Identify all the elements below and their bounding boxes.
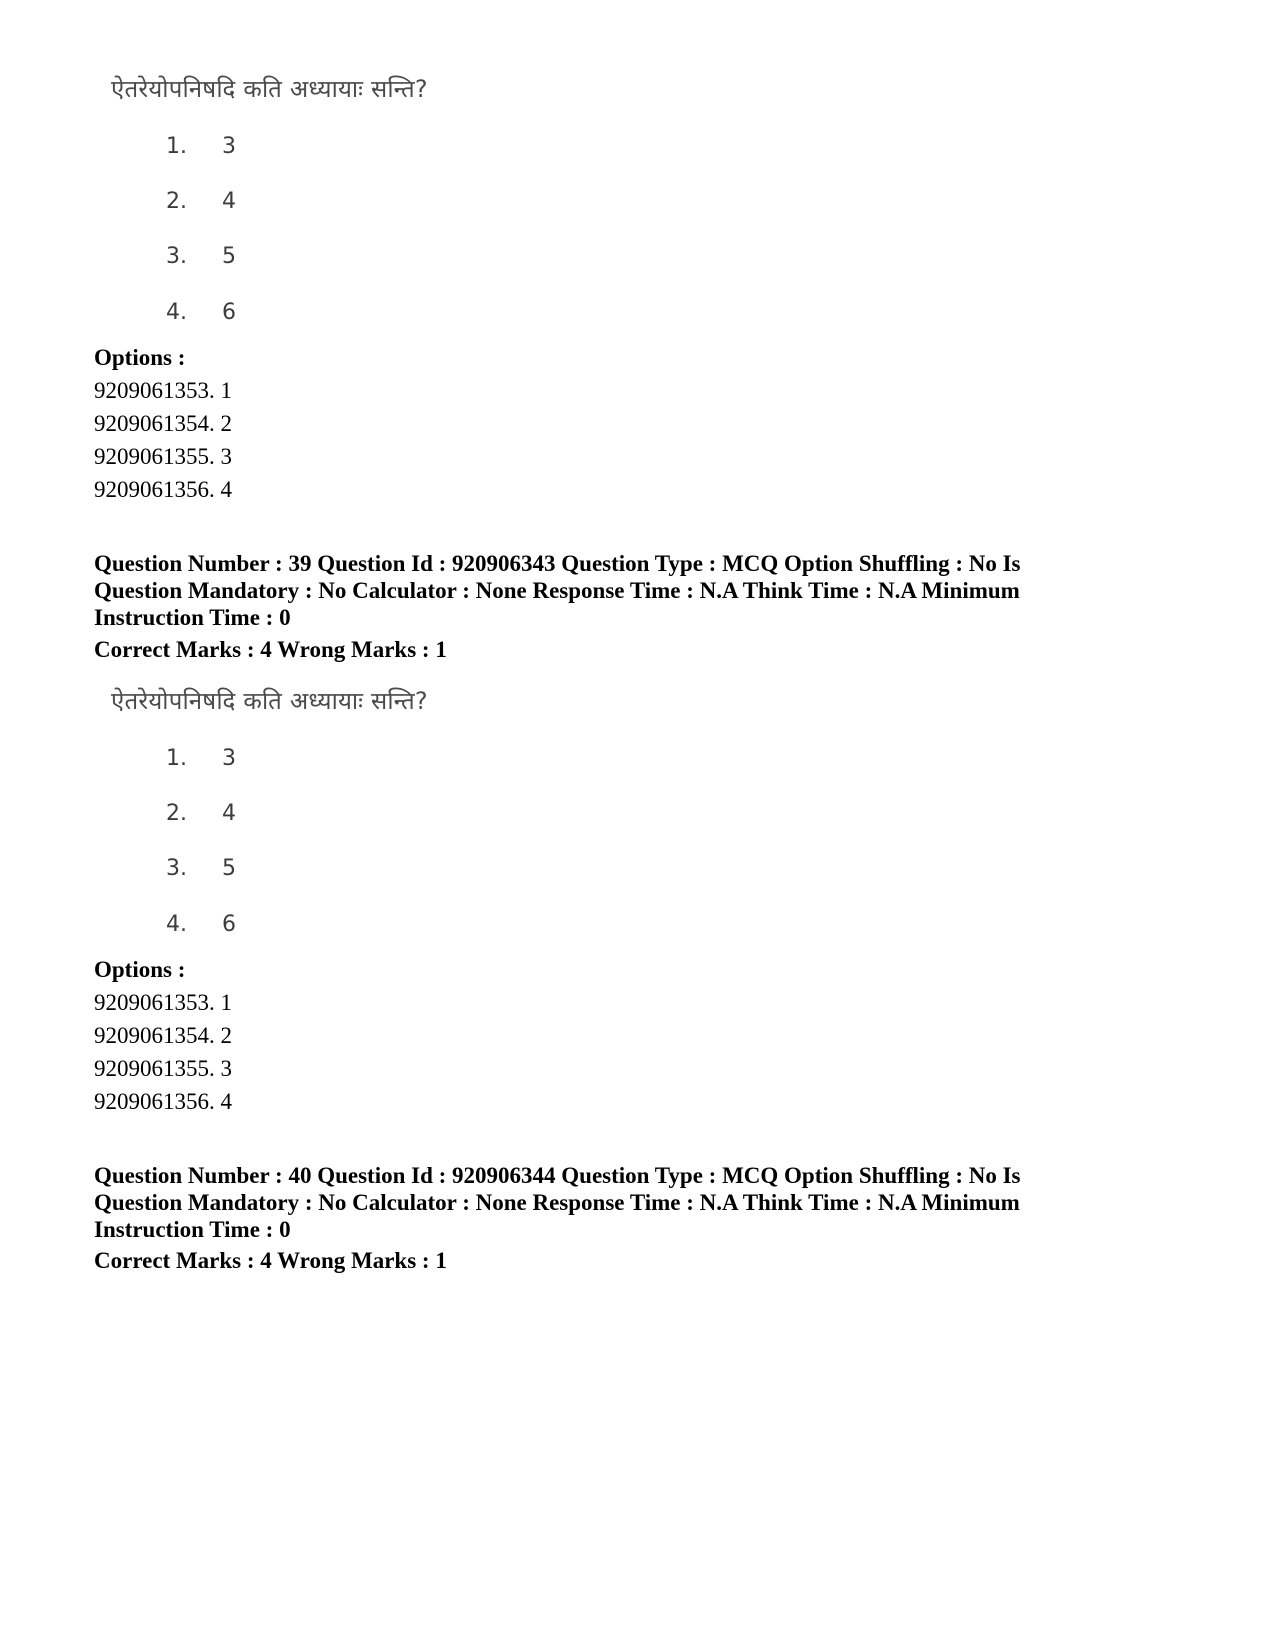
question-meta [94, 550, 1074, 631]
choice-value: 6 [222, 912, 236, 937]
option-line: 9209061356. 4 [94, 477, 232, 502]
choice-value: 5 [222, 856, 236, 881]
question-image [108, 684, 628, 964]
choice-item [166, 244, 236, 269]
choice-item [166, 134, 236, 159]
marks-line: Correct Marks : 4 Wrong Marks : 1 [94, 1248, 447, 1273]
choice-number: 1. [166, 746, 187, 771]
options-heading: Options : [94, 957, 186, 982]
option-line: 9209061354. 2 [94, 411, 232, 436]
option-line: 9209061355. 3 [94, 444, 232, 469]
question-text: ऐतरेयोपनिषदि कति अध्यायाः सन्ति? [111, 687, 428, 715]
question-text: ऐतरेयोपनिषदि कति अध्यायाः सन्ति? [111, 75, 428, 103]
option-line: 9209061353. 1 [94, 378, 232, 403]
option-line: 9209061356. 4 [94, 1089, 232, 1114]
choice-item [166, 912, 236, 937]
choice-value: 4 [222, 189, 236, 214]
choice-number: 2. [166, 189, 187, 214]
choice-value: 3 [222, 134, 236, 159]
choice-value: 3 [222, 746, 236, 771]
option-line: 9209061354. 2 [94, 1023, 232, 1048]
choice-item [166, 300, 236, 325]
choice-item [166, 189, 236, 214]
choice-value: 4 [222, 801, 236, 826]
question-meta-line: Instruction Time : 0 [94, 605, 291, 630]
choice-number: 4. [166, 912, 187, 937]
choice-value: 5 [222, 244, 236, 269]
question-image [108, 72, 628, 352]
question-meta-line: Question Number : 39 Question Id : 920906343 Question Type : MCQ Option Shuffling : No Is [94, 551, 1021, 576]
question-meta-line: Question Mandatory : No Calculator : None Response Time : N.A Think Time : N.A Minimum [94, 1190, 1020, 1215]
choice-number: 2. [166, 801, 187, 826]
choice-number: 1. [166, 134, 187, 159]
option-line: 9209061355. 3 [94, 1056, 232, 1081]
choice-number: 4. [166, 300, 187, 325]
question-meta [94, 1162, 1074, 1243]
question-meta-line: Question Mandatory : No Calculator : None Response Time : N.A Think Time : N.A Minimum [94, 578, 1020, 603]
question-meta-line: Question Number : 40 Question Id : 920906344 Question Type : MCQ Option Shuffling : No Is [94, 1163, 1021, 1188]
options-heading: Options : [94, 345, 186, 370]
choice-item [166, 746, 236, 771]
question-meta-line: Instruction Time : 0 [94, 1217, 291, 1242]
choice-number: 3. [166, 856, 187, 881]
marks-line: Correct Marks : 4 Wrong Marks : 1 [94, 637, 447, 662]
choice-item [166, 856, 236, 881]
choice-item [166, 801, 236, 826]
choice-value: 6 [222, 300, 236, 325]
option-line: 9209061353. 1 [94, 990, 232, 1015]
choice-number: 3. [166, 244, 187, 269]
